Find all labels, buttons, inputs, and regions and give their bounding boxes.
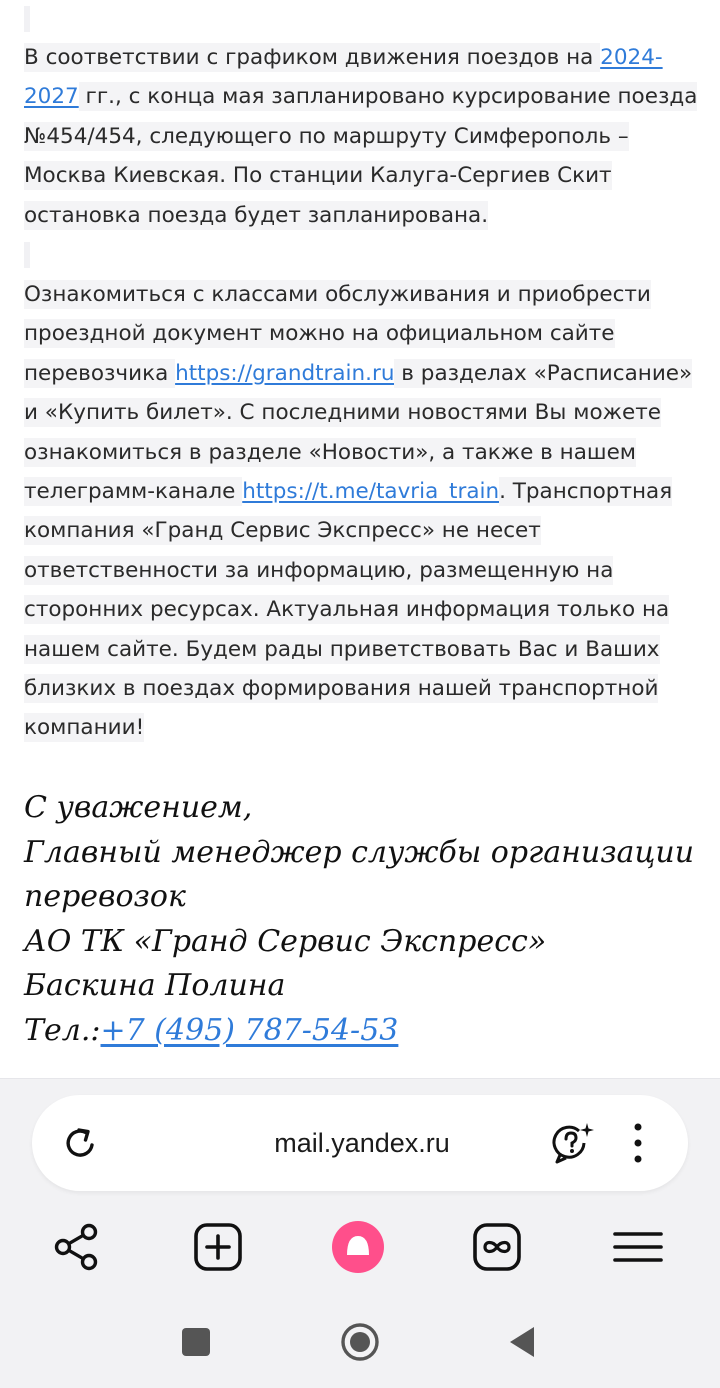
signature-company: АО ТК «Гранд Сервис Экспресс» xyxy=(24,923,547,959)
address-bar[interactable] xyxy=(32,1095,688,1191)
link-grandtrain[interactable]: https://grandtrain.ru xyxy=(175,360,395,386)
browser-bottom-bar xyxy=(0,1078,720,1298)
back-triangle-icon[interactable] xyxy=(500,1320,544,1364)
url-text[interactable]: mail.yandex.ru xyxy=(274,1128,450,1158)
link-telegram[interactable]: https://t.me/tavria_train xyxy=(242,479,500,505)
paragraph-text-1: Ознакомиться с классами обслуживания и приобрести проездной документ можно на официальном сайте перевозчика xyxy=(24,282,651,386)
paragraph-text-after: гг., с конца мая запланировано курсирование поезда №454/454, следующего по маршруту Симферополь – Москва Киевская. По станции Калуга-Сергиев Скит остановка поезда будет запланирована. xyxy=(24,84,698,228)
signature-block xyxy=(24,786,714,1054)
recents-square-icon[interactable] xyxy=(174,1320,218,1364)
phone-link[interactable]: +7 (495) 787-54-53 xyxy=(100,1012,399,1048)
more-vertical-icon[interactable] xyxy=(626,1119,650,1167)
signature-position-line2: перевозок xyxy=(24,879,186,915)
tabs-icon[interactable] xyxy=(469,1219,525,1275)
menu-icon[interactable] xyxy=(610,1219,666,1275)
signature-phone-line xyxy=(24,1009,714,1054)
share-icon[interactable] xyxy=(49,1219,105,1275)
signature-name: Баскина Полина xyxy=(24,968,286,1004)
signature-regards: С уважением, xyxy=(24,790,253,825)
paragraph-text-3: . Транспортная компания «Гранд Сервис Экспресс» не несет ответственности за информацию, размещенную на сторонних ресурсах. Актуальная информация только на нашем сайте. Будем рады приветствовать Вас и Ваших близких в поездах формирования нашей транспортной компании! xyxy=(24,479,673,741)
signature-position-line1: Главный менеджер службы организации xyxy=(24,834,695,870)
email-paragraph-info xyxy=(24,275,704,748)
system-navigation-bar xyxy=(0,1298,720,1388)
quote-bar xyxy=(24,242,30,268)
email-paragraph-schedule xyxy=(24,38,704,235)
home-circle-icon[interactable] xyxy=(338,1320,382,1364)
assistant-chat-icon[interactable] xyxy=(548,1119,596,1167)
link-years[interactable]: 2024-2027 xyxy=(24,45,663,110)
paragraph-text-before: В соответствии с графиком движения поездов на xyxy=(24,45,601,70)
paragraph-text-2: в разделах «Расписание» и «Купить билет». С последними новостями Вы можете ознакомиться в разделе «Новости», а также в нашем телеграмм-канале xyxy=(24,360,693,505)
alice-icon[interactable] xyxy=(330,1219,386,1275)
phone-label: Тел.: xyxy=(24,1012,101,1048)
quote-bar xyxy=(24,6,30,32)
new-tab-icon[interactable] xyxy=(190,1219,246,1275)
reload-icon[interactable] xyxy=(58,1121,102,1165)
